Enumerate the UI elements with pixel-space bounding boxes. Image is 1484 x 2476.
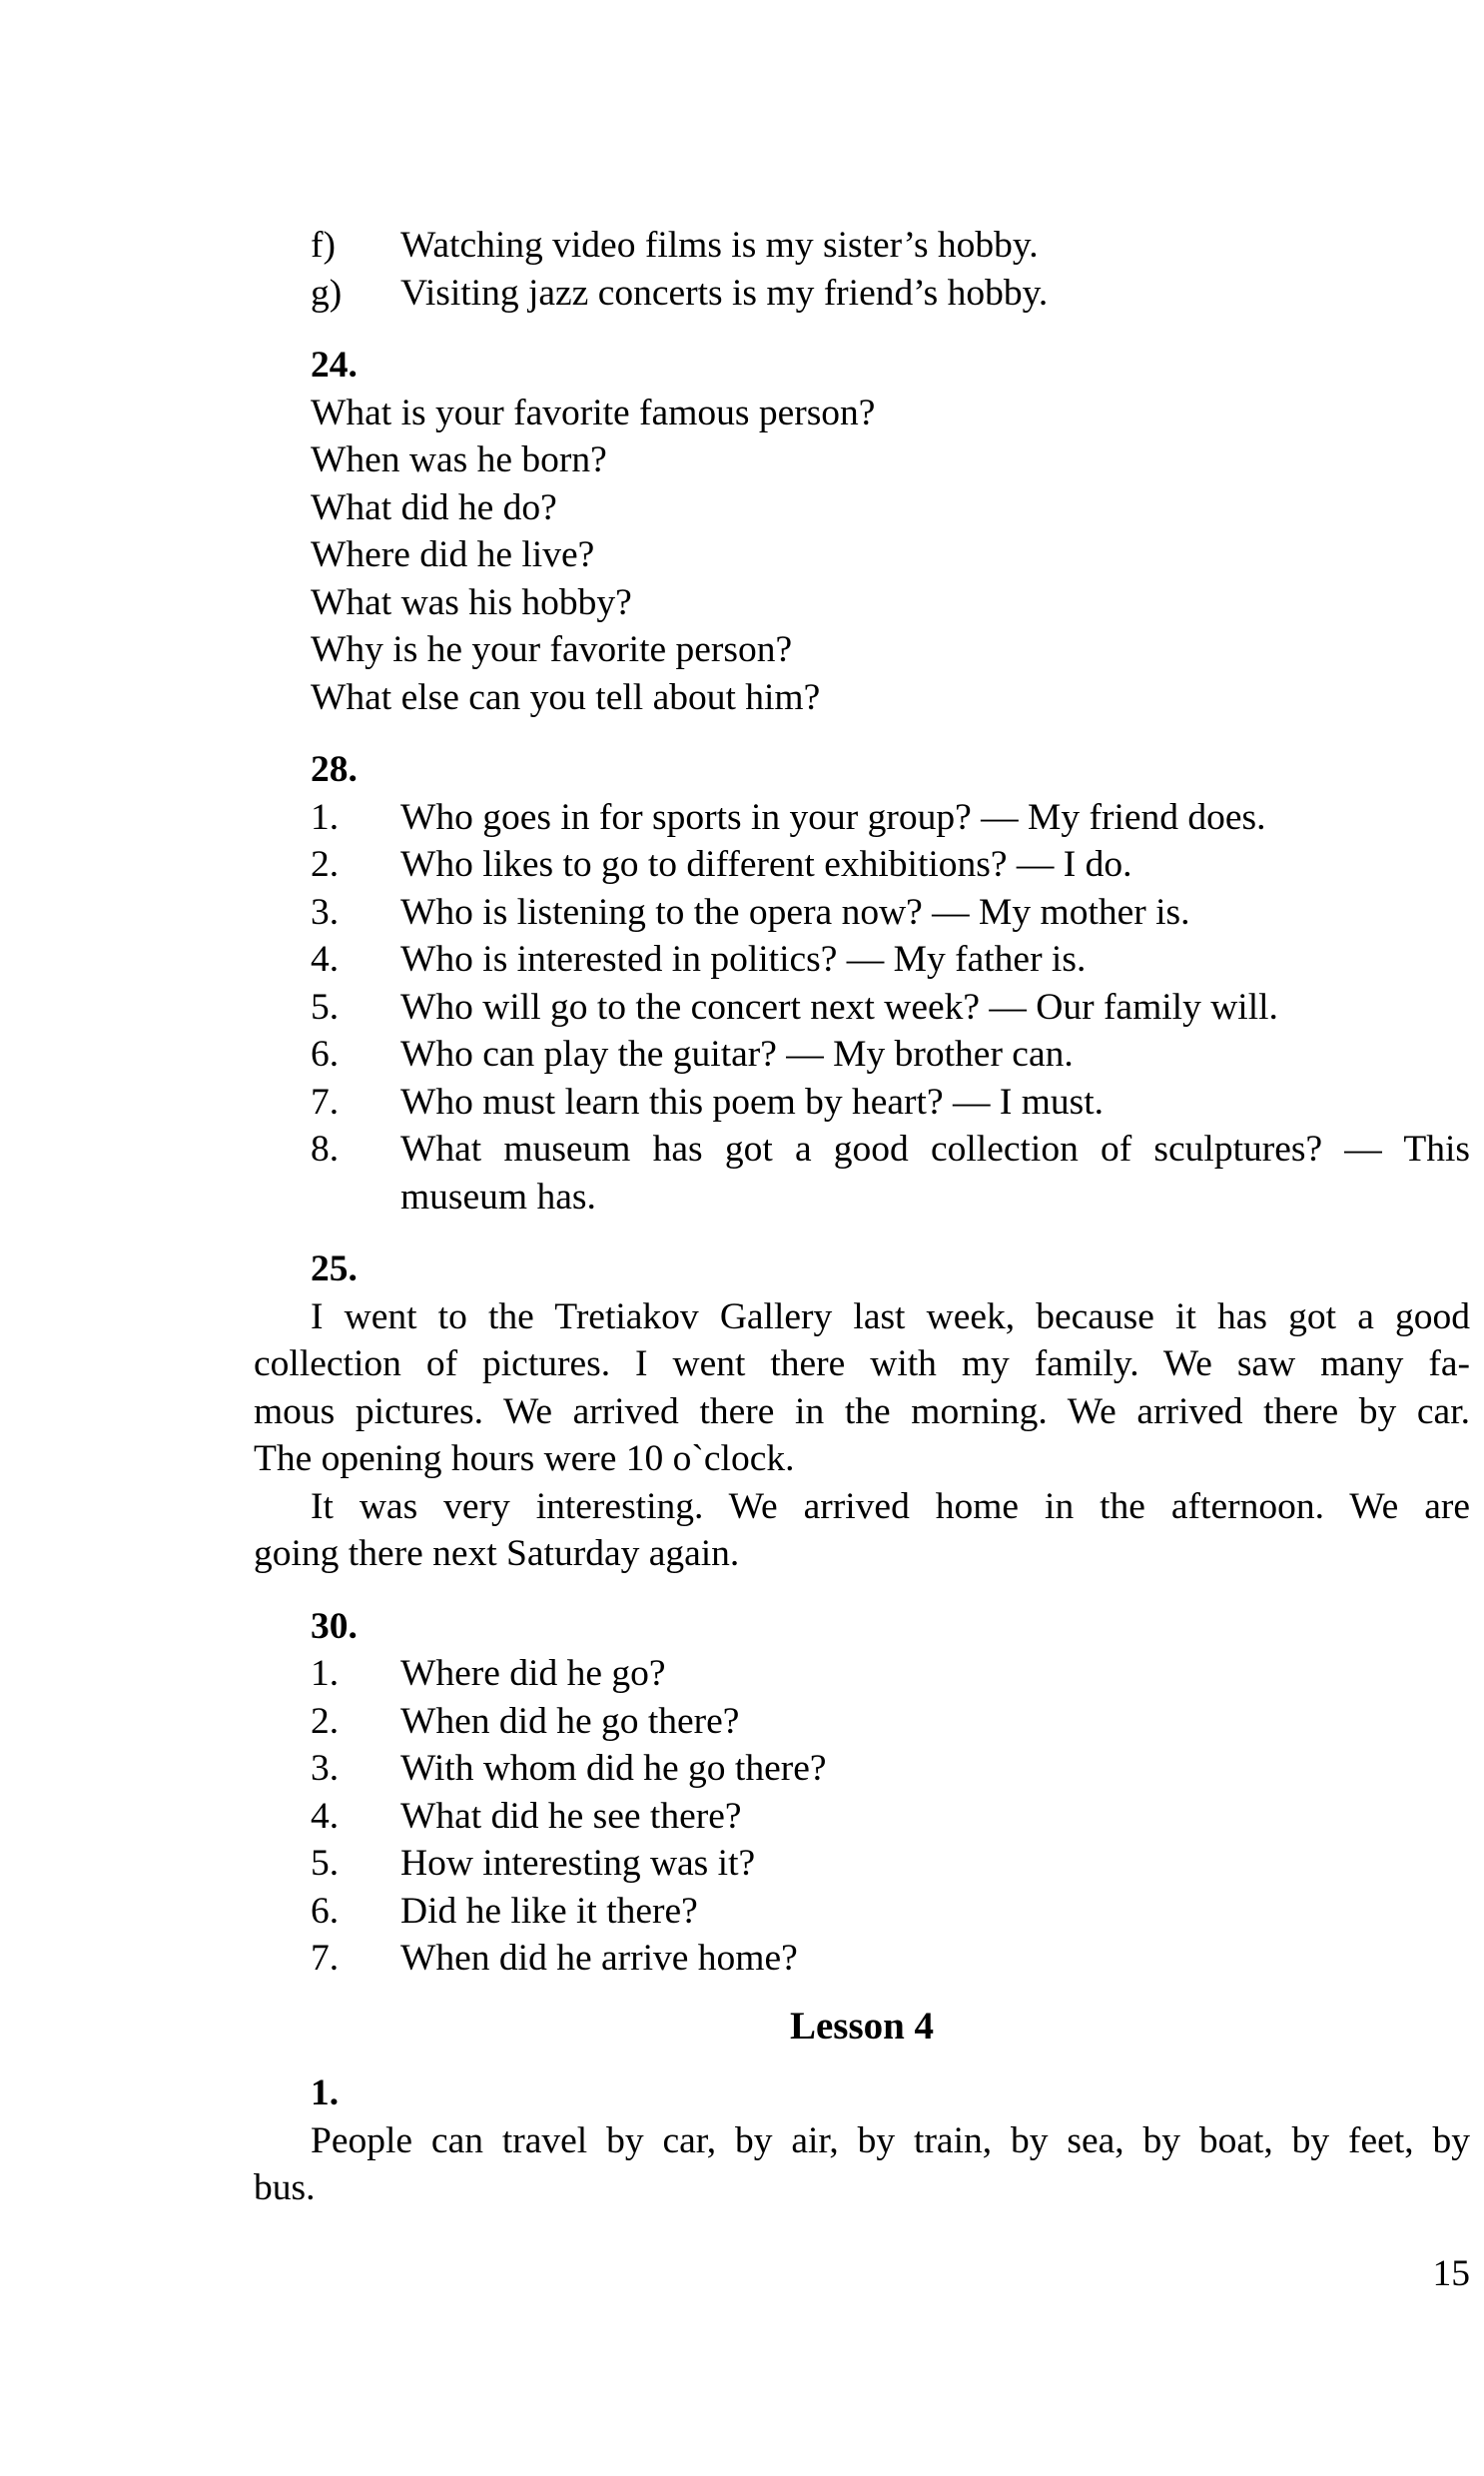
list-item — [254, 1745, 1470, 1793]
list-item — [254, 794, 1470, 842]
list-text: What museum has got a good collection of sculptures? — This — [400, 1129, 1470, 1170]
paragraph — [254, 1293, 1470, 1483]
paragraph — [254, 1483, 1470, 1578]
list-text: Did he like it there? — [400, 1890, 698, 1932]
paragraph-line: bus. — [254, 2167, 316, 2208]
page-content — [254, 222, 1470, 2212]
list-text: Who is interested in politics? — My father is. — [400, 939, 1087, 980]
paragraph — [254, 2117, 1470, 2212]
exercise-number: 30. — [311, 1605, 358, 1647]
question-line: What was his hobby? — [311, 581, 632, 623]
list-marker: 5. — [311, 986, 340, 1028]
list-item — [254, 222, 1470, 270]
list-item — [254, 1793, 1470, 1841]
list-marker: 3. — [311, 1748, 340, 1789]
list-item — [254, 1126, 1470, 1221]
list-text: Who can play the guitar? — My brother can. — [400, 1034, 1074, 1075]
list-text: When did he go there? — [400, 1700, 740, 1742]
list-marker: g) — [311, 272, 343, 314]
list-text: When did he arrive home? — [400, 1938, 798, 1979]
list-text: Who goes in for sports in your group? — My friend does. — [400, 796, 1266, 838]
list-text: Who likes to go to different exhibitions? — I do. — [400, 844, 1132, 885]
list-text-continued: museum has. — [400, 1176, 596, 1218]
list-marker: 1. — [311, 796, 340, 838]
list-item — [254, 1650, 1470, 1698]
exercise-number: 25. — [311, 1248, 358, 1289]
lesson-title: Lesson 4 — [789, 2004, 935, 2048]
list-text: Who must learn this poem by heart? — I must. — [400, 1081, 1105, 1123]
list-item — [254, 1840, 1470, 1888]
list-marker: 1. — [311, 1653, 340, 1694]
list-marker: 6. — [311, 1890, 340, 1932]
list-text: Who is listening to the opera now? — My mother is. — [400, 891, 1190, 933]
list-item — [254, 1888, 1470, 1936]
list-marker: 2. — [311, 1700, 340, 1742]
list-marker: 7. — [311, 1938, 340, 1979]
list-text: Who will go to the concert next week? — Our family will. — [400, 986, 1278, 1028]
question-line: Where did he live? — [311, 534, 595, 575]
exercise-number: 28. — [311, 749, 358, 790]
question-line: What is your favorite famous person? — [311, 392, 876, 433]
list-marker: 6. — [311, 1034, 340, 1075]
list-item — [254, 1935, 1470, 1983]
question-line: When was he born? — [311, 439, 607, 480]
list-text: Where did he go? — [400, 1653, 666, 1694]
list-text: What did he see there? — [400, 1795, 742, 1837]
list-item — [254, 1698, 1470, 1746]
question-line: What did he do? — [311, 486, 557, 528]
list-marker: f) — [311, 225, 336, 266]
page-number: 15 — [1432, 2253, 1470, 2294]
paragraph-line: The opening hours were 10 o`clock. — [254, 1438, 795, 1479]
exercise-number: 24. — [311, 345, 358, 386]
question-line: What else can you tell about him? — [311, 676, 821, 718]
list-text: Watching video films is my sister’s hobby. — [400, 225, 1039, 266]
list-marker: 4. — [311, 1795, 340, 1837]
list-text: Visiting jazz concerts is my friend’s hobby. — [400, 272, 1049, 314]
exercise-number: 1. — [311, 2072, 340, 2113]
list-marker: 7. — [311, 1081, 340, 1123]
list-item — [254, 270, 1470, 318]
list-text: How interesting was it? — [400, 1843, 756, 1884]
paragraph-line: It was very interesting. We arrived home in the afternoon. We are — [311, 1485, 1470, 1527]
list-marker: 4. — [311, 939, 340, 980]
list-item — [254, 841, 1470, 889]
list-marker: 3. — [311, 891, 340, 933]
paragraph-line: collection of pictures. I went there with my family. We saw many fa- — [254, 1343, 1470, 1384]
list-item — [254, 984, 1470, 1032]
question-line: Why is he your favorite person? — [311, 629, 793, 670]
list-item — [254, 889, 1470, 937]
list-text: With whom did he go there? — [400, 1748, 827, 1789]
paragraph-line: going there next Saturday again. — [254, 1533, 740, 1574]
list-item — [254, 936, 1470, 984]
paragraph-line: I went to the Tretiakov Gallery last week, because it has got a good — [311, 1295, 1470, 1337]
list-marker: 8. — [311, 1129, 340, 1170]
paragraph-line: mous pictures. We arrived there in the morning. We arrived there by car. — [254, 1390, 1470, 1432]
list-marker: 2. — [311, 844, 340, 885]
list-item — [254, 1079, 1470, 1127]
list-item — [254, 1031, 1470, 1079]
list-marker: 5. — [311, 1843, 340, 1884]
paragraph-line: People can travel by car, by air, by train, by sea, by boat, by feet, by — [311, 2119, 1470, 2161]
